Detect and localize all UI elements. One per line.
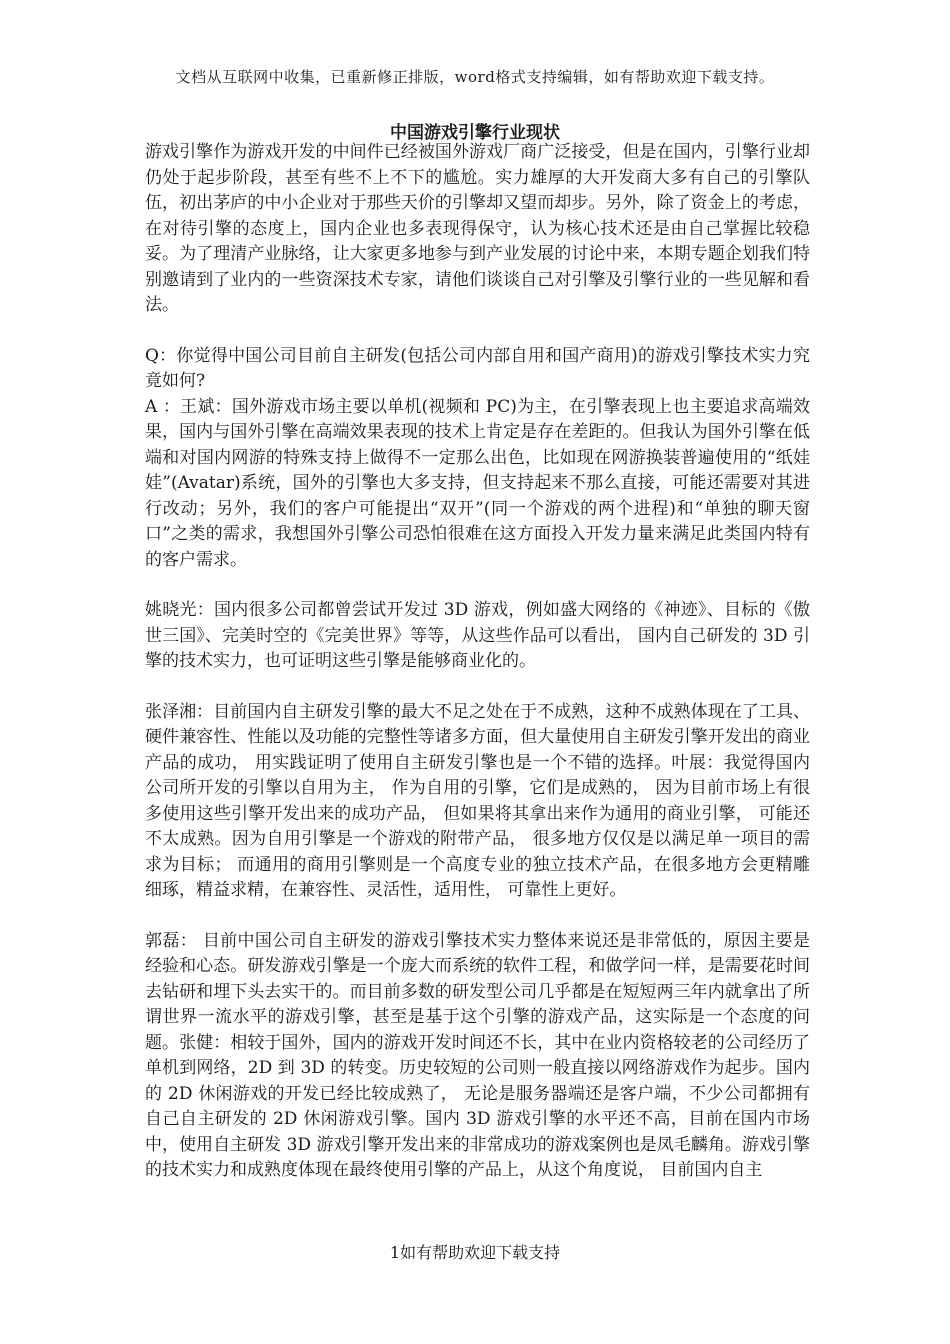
answer-wang-bin: A ：王斌：国外游戏市场主要以单机(视频和 PC)为主，在引擎表现上也主要追求高端效果，国内与国外引擎在高端效果表现的技术上肯定是存在差距的。但我认为国外引擎在低端和对国内网游的特殊支持上做得不一定那么出色，比如现在网游换装普遍使用的“纸娃娃”(Avatar)系统，国外的引擎也大多支持，但支持起来不那么直接，可能还需要对其进行改动；另外，我们的客户可能提出“双开”(同一个游戏的两个进程)和“单独的聊天窗口”之类的需求，我想国外引擎公司恐怕很难在这方面投入开发力量来满足此类国内特有的客户需求。 xyxy=(145,396,810,570)
question-paragraph: Q：你觉得中国公司目前自主研发(包括公司内部自用和国产商用)的游戏引擎技术实力究竟如何? xyxy=(145,345,810,391)
answer-yao-xiaoguang: 姚晓光：国内很多公司都曾尝试开发过 3D 游戏，例如盛大网络的《神迹》、目标的《傲世三国》、完美时空的《完美世界》等等，从这些作品可以看出， 国内自己研发的 3D 引擎的技术实力，也可证明这些引擎是能够商业化的。 xyxy=(145,600,810,671)
page-footer xyxy=(0,1240,950,1263)
page-header-note: 文档从互联网中收集，已重新修正排版，word格式支持编辑，如有帮助欢迎下载支持。 xyxy=(175,68,775,86)
answer-zhang-zexiang: 张泽湘：目前国内自主研发引擎的最大不足之处在于不成熟，这种不成熟体现在了工具、硬件兼容性、性能以及功能的完整性等诸多方面，但大量使用自主研发引擎开发出的商业产品的成功， 用实践证明了使用自主研发引擎也是一个不错的选择。叶展：我觉得国内公司所开发的引擎以自用为主， 作为自用的引擎，它们是成熟的， 因为目前市场上有很多使用这些引擎开发出来的成功产品， 但如果将其拿出来作为通用的商业引擎， 可能还不太成熟。因为自用引擎是一个游戏的附带产品， 很多地方仅仅是以满足单一项目的需求为目标； 而通用的商用引擎则是一个高度专业的独立技术产品，在很多地方会更精雕细琢，精益求精，在兼容性、灵活性，适用性， 可靠性上更好。 xyxy=(145,701,810,900)
document-body xyxy=(145,140,810,1184)
document-title: 中国游戏引擎行业现状 xyxy=(390,123,560,143)
answer-guo-lei: 郭磊： 目前中国公司自主研发的游戏引擎技术实力整体来说还是非常低的，原因主要是经验和心态。研发游戏引擎是一个庞大而系统的软件工程，和做学问一样，是需要花时间去钻研和埋下头去实干的。而目前多数的研发型公司几乎都是在短短两三年内就拿出了所谓世界一流水平的游戏引擎，甚至是基于这个引擎的游戏产品，这实际是一个态度的问题。张健：相较于国外，国内的游戏开发时间还不长，其中在业内资格较老的公司经历了单机到网络，2D 到 3D 的转变。历史较短的公司则一般直接以网络游戏作为起步。国内的 2D 休闲游戏的开发已经比较成熟了， 无论是服务器端还是客户端，不少公司都拥有自己自主研发的 2D 休闲游戏引擎。国内 3D 游戏引擎的水平还不高，目前在国内市场中，使用自主研发 3D 游戏引擎开发出来的非常成功的游戏案例也是凤毛麟角。游戏引擎的技术实力和成熟度体现在最终使用引擎的产品上，从这个角度说， 目前国内自主 xyxy=(145,930,810,1180)
intro-paragraph: 游戏引擎作为游戏开发的中间件已经被国外游戏厂商广泛接受，但是在国内，引擎行业却仍处于起步阶段，甚至有些不上不下的尴尬。实力雄厚的大开发商大多有自己的引擎队伍，初出茅庐的中小企业对于那些天价的引擎却又望而却步。另外，除了资金上的考虑，在对待引擎的态度上，国内企业也多表现得保守，认为核心技术还是由自己掌握比较稳妥。为了理清产业脉络，让大家更多地参与到产业发展的讨论中来，本期专题企划我们特别邀请到了业内的一些资深技术专家，请他们谈谈自己对引擎及引擎行业的一些见解和看法。 xyxy=(145,142,810,315)
page-number: 1 xyxy=(389,1243,401,1262)
footer-note: 如有帮助欢迎下载支持 xyxy=(400,1243,561,1262)
